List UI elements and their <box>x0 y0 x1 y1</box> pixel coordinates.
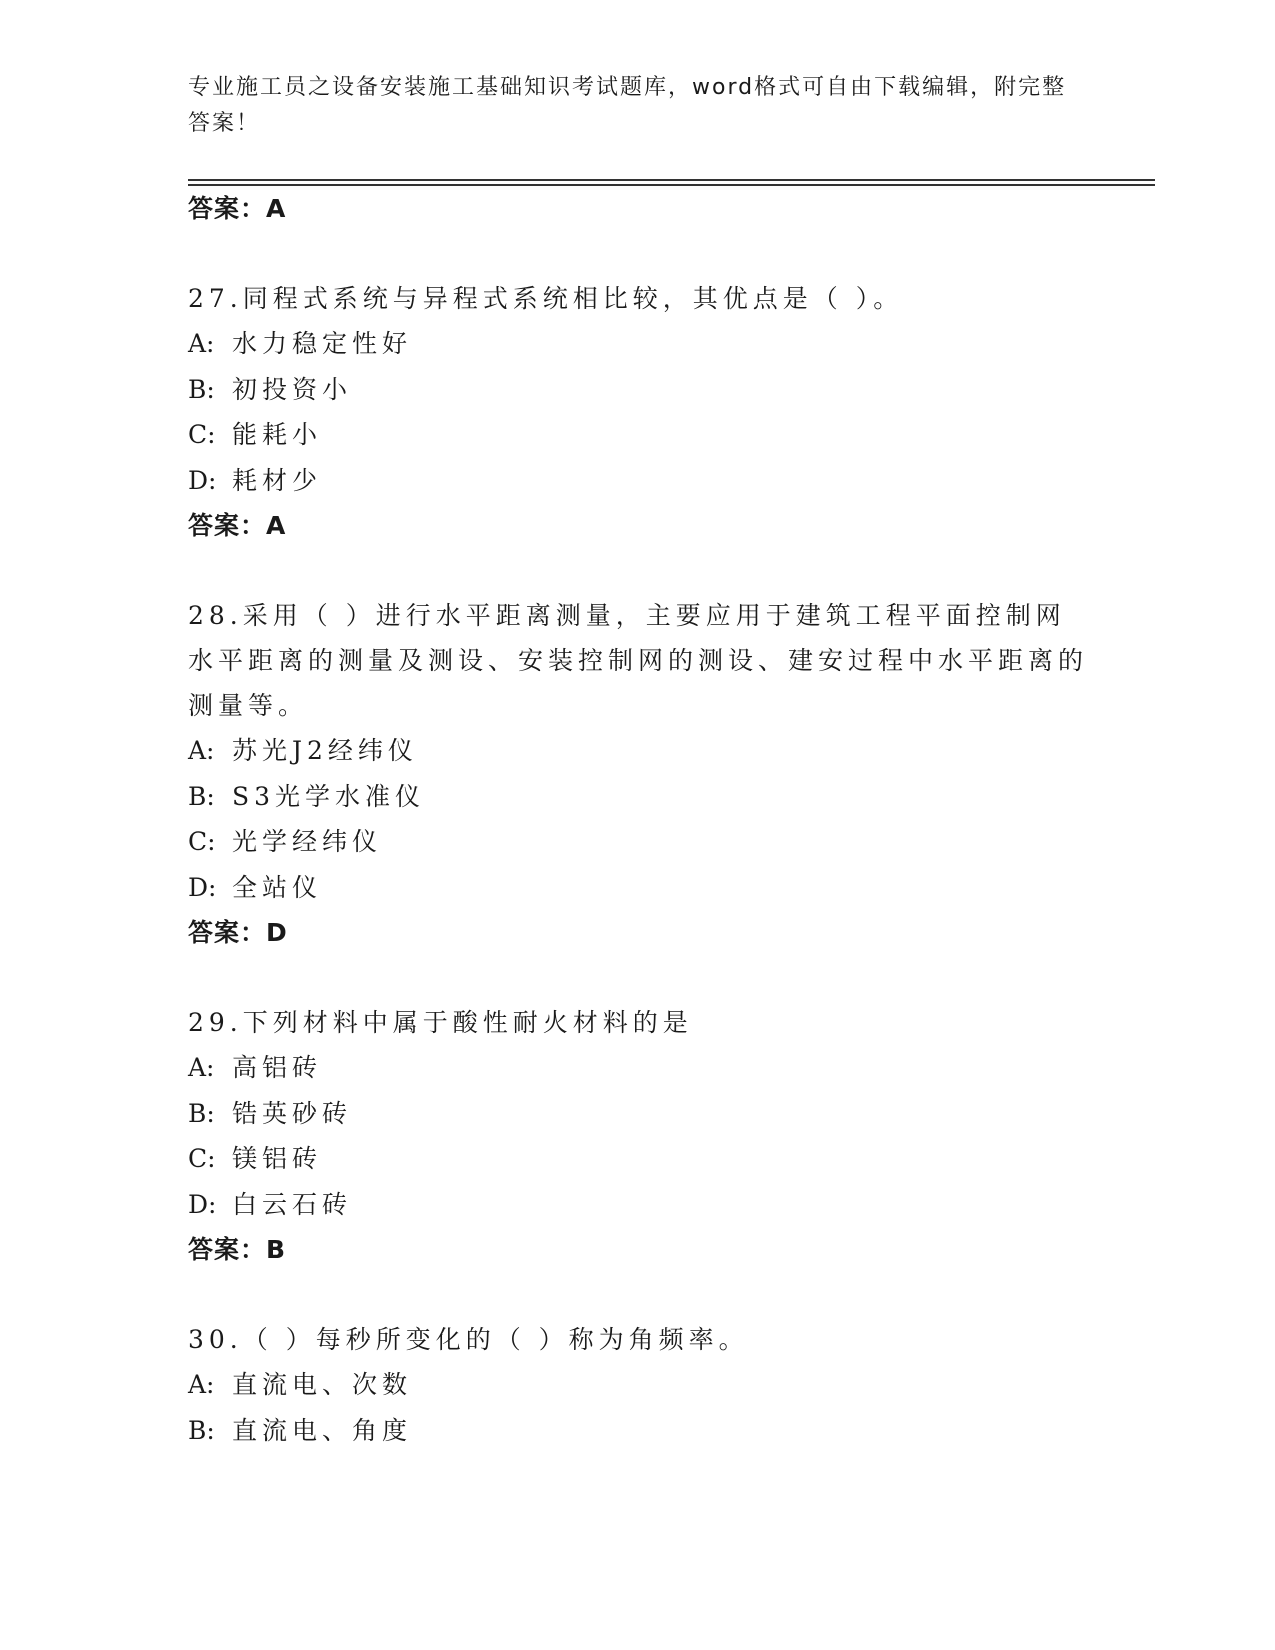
option-text: 白云石砖 <box>232 1189 353 1219</box>
option-text: 直流电、次数 <box>232 1370 413 1399</box>
option-d <box>188 458 1088 504</box>
option-text: 能耗小 <box>232 420 323 449</box>
question-30 <box>188 1317 1088 1453</box>
option-b <box>188 367 1088 413</box>
option-label: C: <box>188 1144 216 1173</box>
question-27 <box>188 276 1088 549</box>
option-text: 光学经纬仪 <box>232 827 383 856</box>
option-text: 初投资小 <box>232 374 353 404</box>
option-text: 高铝砖 <box>232 1053 323 1082</box>
question-stem: 27.同程式系统与异程式系统相比较，其优点是（ ）。 <box>188 284 904 313</box>
option-b <box>188 1091 1088 1137</box>
option-a <box>188 728 1088 774</box>
answer-line: 答案：A <box>188 194 287 223</box>
option-label: B: <box>188 374 215 404</box>
answer-line: 答案：A <box>188 511 287 540</box>
option-label: A: <box>188 1053 215 1082</box>
answer-line: 答案：B <box>188 1235 287 1264</box>
option-text: 苏光J2经纬仪 <box>232 736 418 765</box>
option-label: A: <box>188 736 215 765</box>
option-label: D: <box>188 872 217 902</box>
question-28 <box>188 593 1088 956</box>
option-label: B: <box>188 781 215 811</box>
option-d <box>188 865 1088 911</box>
question-stem: 30.（ ）每秒所变化的（ ）称为角频率。 <box>188 1325 749 1354</box>
option-text: 镁铝砖 <box>232 1144 323 1173</box>
option-label: C: <box>188 827 216 856</box>
question-list <box>188 186 1088 1453</box>
option-a <box>188 1362 1088 1408</box>
question-stem: 29.下列材料中属于酸性耐火材料的是 <box>188 1008 693 1037</box>
option-label: A: <box>188 1370 215 1399</box>
option-text: 锆英砂砖 <box>232 1098 353 1128</box>
option-c <box>188 1136 1088 1182</box>
option-b <box>188 1408 1088 1454</box>
option-label: C: <box>188 420 216 449</box>
answer-line: 答案：D <box>188 918 288 947</box>
question-stem: 28.采用（ ）进行水平距离测量，主要应用于建筑工程平面控制网水平距离的测量及测设、安装控制网的测设、建安过程中水平距离的测量等。 <box>188 601 1089 720</box>
option-text: S3光学水准仪 <box>232 781 426 811</box>
option-c <box>188 412 1088 458</box>
header-rule-top <box>188 179 1155 181</box>
option-label: B: <box>188 1098 215 1128</box>
option-a <box>188 321 1088 367</box>
document-header: 专业施工员之设备安装施工基础知识考试题库，word格式可自由下载编辑，附完整答案！ <box>188 75 1067 136</box>
option-label: D: <box>188 465 217 495</box>
option-a <box>188 1045 1088 1091</box>
question-29 <box>188 1000 1088 1273</box>
option-label: A: <box>188 329 215 358</box>
option-b <box>188 774 1088 820</box>
option-text: 水力稳定性好 <box>232 329 413 358</box>
option-label: B: <box>188 1415 215 1445</box>
option-text: 全站仪 <box>232 872 323 902</box>
option-text: 耗材少 <box>232 465 323 495</box>
option-d <box>188 1182 1088 1228</box>
option-label: D: <box>188 1189 217 1219</box>
option-text: 直流电、角度 <box>232 1415 413 1445</box>
option-c <box>188 819 1088 865</box>
